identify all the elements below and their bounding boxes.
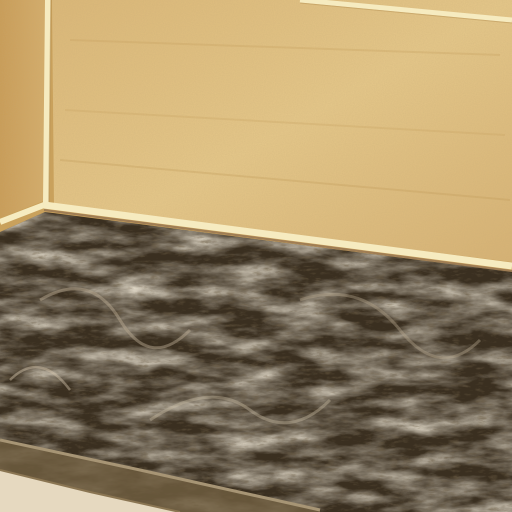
left-wall-tile xyxy=(0,0,48,218)
